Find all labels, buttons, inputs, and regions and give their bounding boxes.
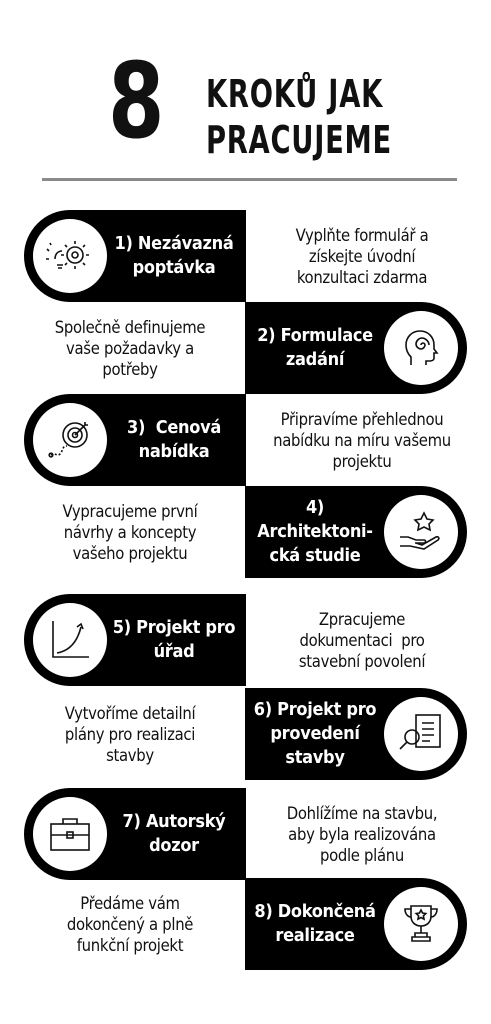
step-title: 1) Nezávazná poptávka (114, 233, 234, 278)
step-description: Vyplňte formulář a získejte úvodní konzultaci zdarma (295, 225, 429, 287)
header (0, 0, 491, 180)
step-description: Společně definujeme vaše požadavky a potřeby (54, 317, 206, 379)
step-pill (24, 594, 246, 686)
trophy-star-icon (396, 899, 446, 949)
big-number: 8 (108, 40, 165, 162)
document-magnifier-icon (396, 709, 446, 759)
growth-chart-icon (45, 615, 95, 665)
icon-circle (384, 887, 458, 961)
step-pill (245, 878, 467, 970)
title-line-2: PRACUJEME (206, 118, 392, 162)
icon-circle (33, 797, 107, 871)
step-description: Vytvoříme detailní plány pro realizaci stavby (64, 703, 196, 765)
step-title: 2) Formulace zadání (257, 325, 373, 370)
icon-circle (33, 603, 107, 677)
briefcase-icon (45, 809, 95, 859)
step-pill (245, 486, 467, 578)
gears-lightbulb-icon (45, 231, 95, 281)
icon-circle (384, 697, 458, 771)
step-description: Připravíme přehlednou nabídku na míru vašemu projektu (273, 409, 451, 471)
step-description: Dohlížíme na stavbu, aby byla realizována podle plánu (286, 803, 438, 865)
head-spiral-icon (396, 323, 446, 373)
step-description: Předáme vám dokončený a plně funkční projekt (66, 893, 194, 955)
step-description: Vypracujeme první návrhy a koncepty vašeho projektu (62, 501, 198, 563)
step-pill (24, 788, 246, 880)
step-pill (245, 688, 467, 780)
icon-circle (33, 219, 107, 293)
step-title: 4) Architektoni- cká studie (257, 497, 373, 566)
icon-circle (384, 495, 458, 569)
title-line-1: KROKŮ JAK (206, 72, 384, 116)
step-title: 8) Dokončená realizace (254, 901, 376, 946)
step-pill (24, 210, 246, 302)
step-description: Zpracujeme dokumentaci pro stavební povolení (298, 609, 426, 671)
icon-circle (33, 403, 107, 477)
icon-circle (384, 311, 458, 385)
step-title: 7) Autorský dozor (122, 811, 226, 856)
step-pill (245, 302, 467, 394)
step-title: 5) Projekt pro úřad (112, 617, 236, 662)
step-title: 6) Projekt pro provedení stavby (253, 699, 377, 768)
divider (42, 178, 457, 181)
target-path-icon (45, 415, 95, 465)
step-title: 3) Cenová nabídka (127, 417, 221, 462)
hand-star-icon (396, 507, 446, 557)
step-pill (24, 394, 246, 486)
